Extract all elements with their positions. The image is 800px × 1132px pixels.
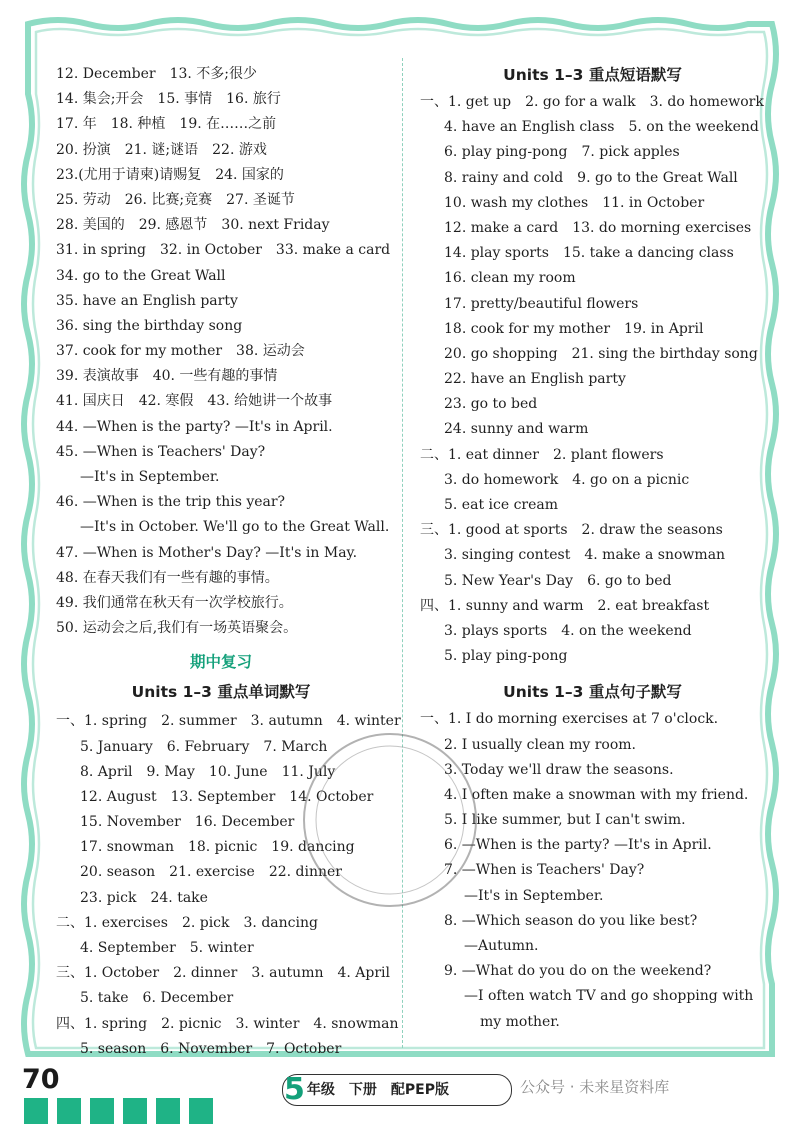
bar-block bbox=[90, 1098, 114, 1124]
answer-line: 41. 国庆日 42. 寒假 43. 给她讲一个故事 bbox=[56, 393, 333, 410]
answer-line: 5. play ping-pong bbox=[444, 648, 568, 665]
answer-line: 一、1. get up 2. go for a walk 3. do homework bbox=[420, 94, 764, 110]
words-section-title: Units 1–3 重点单词默写 bbox=[131, 683, 311, 702]
answer-line: 14. 集会;开会 15. 事情 16. 旅行 bbox=[56, 91, 281, 108]
answer-line: 15. November 16. December bbox=[80, 814, 295, 831]
answer-line: 3. do homework 4. go on a picnic bbox=[444, 471, 690, 488]
answer-line: 36. sing the birthday song bbox=[56, 317, 243, 334]
answer-line: 三、1. good at sports 2. draw the seasons bbox=[420, 522, 723, 539]
answer-line: 二、1. exercises 2. pick 3. dancing bbox=[56, 914, 318, 931]
grade-label: 年级 bbox=[306, 1082, 335, 1098]
answer-line: 8. April 9. May 10. June 11. July bbox=[80, 763, 336, 780]
answer-line: 10. wash my clothes 11. in October bbox=[444, 194, 705, 211]
answer-line: 34. go to the Great Wall bbox=[56, 267, 226, 284]
right-column bbox=[420, 62, 765, 1035]
answer-line: 二、1. eat dinner 2. plant flowers bbox=[420, 446, 664, 463]
answer-line: 7. —When is Teachers' Day? bbox=[444, 862, 645, 879]
answer-line: 四、1. sunny and warm 2. eat breakfast bbox=[420, 597, 710, 614]
bar-block bbox=[24, 1098, 48, 1124]
answer-line: 5. January 6. February 7. March bbox=[80, 738, 328, 755]
answer-line: 20. 扮演 21. 谜;谜语 22. 游戏 bbox=[56, 141, 267, 158]
answer-line: 39. 表演故事 40. 一些有趣的事情 bbox=[56, 368, 278, 385]
answer-line: 46. —When is the trip this year? bbox=[56, 494, 286, 511]
term-label: 下册 bbox=[348, 1082, 377, 1098]
answer-line: 17. snowman 18. picnic 19. dancing bbox=[80, 839, 355, 856]
answer-line: 6. —When is the party? —It's in April. bbox=[444, 837, 712, 854]
answer-line: 50. 运动会之后,我们有一场英语聚会。 bbox=[56, 620, 298, 637]
answer-line: 2. I usually clean my room. bbox=[444, 736, 636, 753]
answer-line: 23. pick 24. take bbox=[80, 889, 208, 906]
answer-line: 3. singing contest 4. make a snowman bbox=[444, 547, 726, 564]
answer-line: my mother. bbox=[480, 1013, 560, 1030]
bar-block bbox=[123, 1098, 147, 1124]
answer-line: 17. pretty/beautiful flowers bbox=[444, 295, 639, 312]
answer-line: 6. play ping-pong 7. pick apples bbox=[444, 144, 680, 161]
bar-block bbox=[57, 1098, 81, 1124]
answer-line: 45. —When is Teachers' Day? bbox=[56, 443, 266, 460]
answer-line: 9. —What do you do on the weekend? bbox=[444, 963, 712, 980]
answer-line: 4. have an English class 5. on the weekend bbox=[444, 119, 759, 136]
answer-line: 5. take 6. December bbox=[80, 990, 234, 1007]
answer-line: 三、1. October 2. dinner 3. autumn 4. April bbox=[56, 965, 391, 982]
answer-line: 49. 我们通常在秋天有一次学校旅行。 bbox=[56, 594, 293, 611]
answer-line: 8. —Which season do you like best? bbox=[444, 912, 698, 929]
answer-line: 8. rainy and cold 9. go to the Great Wall bbox=[444, 169, 738, 186]
answer-line: 25. 劳动 26. 比赛;竞赛 27. 圣诞节 bbox=[56, 191, 295, 208]
left-column bbox=[56, 62, 401, 1062]
answer-line: 47. —When is Mother's Day? —It's in May. bbox=[56, 544, 358, 561]
column-divider bbox=[402, 58, 403, 1048]
answer-line: 37. cook for my mother 38. 运动会 bbox=[56, 343, 305, 360]
midterm-review-title: 期中复习 bbox=[189, 653, 252, 672]
answer-line: 12. August 13. September 14. October bbox=[80, 788, 374, 805]
answer-line: 18. cook for my mother 19. in April bbox=[444, 320, 704, 337]
answer-line: 5. New Year's Day 6. go to bed bbox=[444, 572, 672, 589]
answer-line: 44. —When is the party? —It's in April. bbox=[56, 418, 333, 435]
answer-line: 4. I often make a snowman with my friend. bbox=[444, 786, 749, 803]
answer-line: —I often watch TV and go shopping with bbox=[464, 988, 754, 1005]
answer-line: 一、1. I do morning exercises at 7 o'clock. bbox=[420, 711, 719, 728]
answer-line: 24. sunny and warm bbox=[444, 421, 589, 438]
answer-line: 3. plays sports 4. on the weekend bbox=[444, 622, 692, 639]
bar-block bbox=[189, 1098, 213, 1124]
sentences-section-title: Units 1–3 重点句子默写 bbox=[503, 683, 682, 702]
watermark-text: 公众号 · 未来星资料库 bbox=[520, 1078, 670, 1096]
bar-block bbox=[156, 1098, 180, 1124]
phrases-section-title: Units 1–3 重点短语默写 bbox=[503, 66, 682, 84]
answer-line: 23.(尤用于请柬)请赐复 24. 国家的 bbox=[56, 166, 284, 183]
answer-line: 5. I like summer, but I can't swim. bbox=[444, 812, 686, 829]
answer-line: 5. eat ice cream bbox=[444, 497, 559, 513]
answer-line: 35. have an English party bbox=[56, 292, 238, 309]
answer-line: —It's in September. bbox=[80, 469, 220, 485]
grade-banner bbox=[284, 1072, 449, 1106]
answer-line: 23. go to bed bbox=[444, 396, 538, 413]
answer-line: 5. season 6. November 7. October bbox=[80, 1040, 342, 1057]
answer-line: —It's in October. We'll go to the Great Wall. bbox=[80, 519, 390, 536]
grade-number: 5 bbox=[284, 1071, 305, 1107]
answer-line: 3. Today we'll draw the seasons. bbox=[444, 761, 674, 778]
answer-line: 20. season 21. exercise 22. dinner bbox=[80, 864, 342, 881]
answer-line: 12. make a card 13. do morning exercises bbox=[444, 219, 752, 236]
decorative-bars bbox=[24, 1098, 213, 1124]
answer-line: 22. have an English party bbox=[444, 371, 626, 388]
answer-line: 四、1. spring 2. picnic 3. winter 4. snowman bbox=[56, 1015, 399, 1032]
answer-line: 20. go shopping 21. sing the birthday song bbox=[444, 345, 758, 362]
answer-line: —It's in September. bbox=[464, 887, 604, 904]
edition-label: 配PEP版 bbox=[390, 1082, 449, 1098]
answer-line: 17. 年 18. 种植 19. 在……之前 bbox=[56, 116, 277, 133]
answer-line: 28. 美国的 29. 感恩节 30. next Friday bbox=[56, 217, 330, 234]
answer-line: 一、1. spring 2. summer 3. autumn 4. winter bbox=[56, 713, 401, 730]
page-number: 70 bbox=[22, 1064, 60, 1095]
answer-line: 48. 在春天我们有一些有趣的事情。 bbox=[56, 569, 279, 586]
answer-line: 14. play sports 15. take a dancing class bbox=[444, 245, 734, 262]
answer-line: —Autumn. bbox=[464, 938, 539, 954]
answer-line: 31. in spring 32. in October 33. make a card bbox=[56, 242, 391, 259]
answer-line: 16. clean my room bbox=[444, 270, 576, 287]
answer-line: 12. December 13. 不多;很少 bbox=[56, 66, 257, 82]
answer-line: 4. September 5. winter bbox=[80, 940, 254, 956]
